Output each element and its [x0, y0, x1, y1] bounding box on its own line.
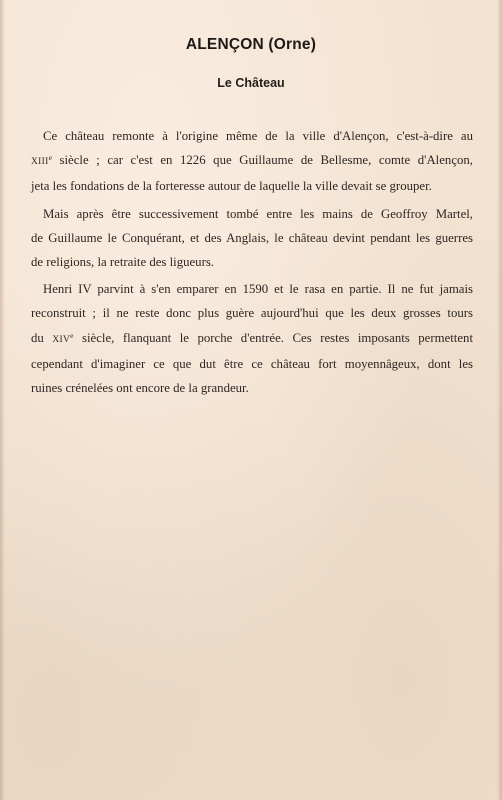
text-line: jeta les fondations de la forteresse autour de laquelle la ville devait se grouper.: [31, 179, 432, 194]
century-suffix: e: [48, 153, 52, 163]
paragraph-2: [31, 202, 473, 275]
text-line: du XIVe siècle, flanquant le porche d'entrée. Ces restes imposants permettent: [31, 330, 473, 345]
text-line-rest: siècle, flanquant le porche d'entrée. Ces restes imposants permettent: [82, 330, 473, 345]
text-line: de religions, la retraite des ligueurs.: [31, 255, 215, 270]
page-subtitle: Le Château: [217, 76, 285, 90]
text-line: de Guillaume le Conquérant, et des Anglais, le château devint pendant les guerres: [31, 230, 473, 245]
page-title: ALENÇON (Orne): [185, 36, 317, 53]
text-line-rest: siècle ; car c'est en 1226 que Guillaume de Bellesme, comte d'Alençon,: [59, 153, 473, 168]
century-numeral: XIII: [31, 157, 49, 168]
card-edge-right: [497, 0, 502, 800]
text-line: cependant d'imaginer ce que dut être ce château fort moyennâgeux, dont les: [31, 356, 473, 371]
text-line: [31, 148, 473, 174]
text-line: Mais après être successivement tombé entre les mains de Geoffroy Martel,: [43, 206, 473, 221]
century-numeral: XIV: [52, 334, 71, 345]
card-edge-left: [0, 0, 5, 800]
body-text: [31, 124, 473, 403]
text-line: ruines crénelées ont encore de la grandeur.: [31, 381, 249, 396]
text-line: Henri IV parvint à s'en emparer en 1590 et le rasa en partie. Il ne fut jamais: [43, 282, 473, 297]
text-line: reconstruit ; il ne reste donc plus guère aujourd'hui que les deux grosses tours: [31, 306, 473, 321]
paragraph-1: [31, 124, 473, 199]
century-suffix: e: [70, 330, 74, 340]
paragraph-3: [31, 277, 473, 400]
text-line: Ce château remonte à l'origine même de la ville d'Alençon, c'est-à-dire au: [43, 129, 473, 143]
